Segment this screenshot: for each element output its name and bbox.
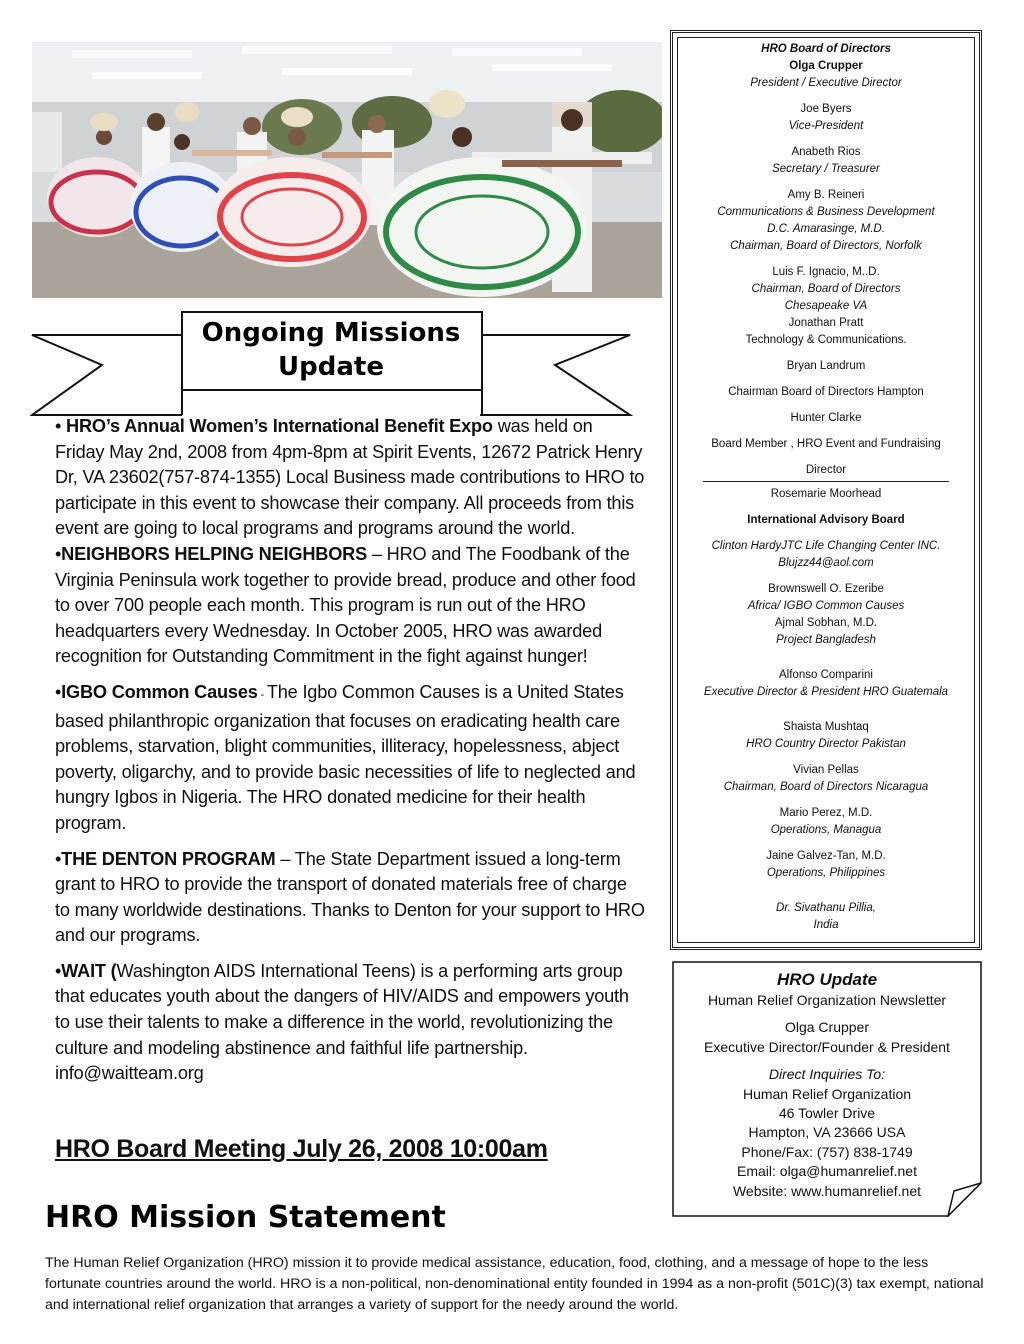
- advisory-board-heading: International Advisory Board: [747, 514, 905, 526]
- advisor-name: Brownswell O. Ezeribe: [768, 583, 884, 595]
- advisor-role: Operations, Philippines: [766, 867, 886, 879]
- update-street: 46 Towler Drive: [778, 1105, 876, 1122]
- board-member-role: Communications & Business Development: [717, 206, 935, 218]
- update-contact-role: Executive Director/Founder & President: [704, 1038, 950, 1055]
- board-member-role: Chesapeake VA: [784, 300, 868, 312]
- board-member-role: Vice-President: [788, 120, 864, 132]
- mission-item-expo-title: HRO’s Annual Women’s International Benefit Expo: [66, 416, 493, 436]
- board-member-name: Luis F. Ignacio, M..D.: [772, 266, 880, 278]
- board-meeting-notice: HRO Board Meeting July 26, 2008 10:00am: [55, 1135, 548, 1163]
- board-member-role: Secretary / Treasurer: [772, 163, 880, 175]
- board-member-role: President / Executive Director: [750, 77, 902, 89]
- mission-item-expo: • HRO’s Annual Women’s International Benefit Expo was held on Friday May 2nd, 2008 from 4pm-8pm at Spirit Events, 12672 Patrick Henry Dr, VA 23602(757-874-1355) Local Business made contributions to HRO to participate in this event to showcase their company. All proceeds from this event are going to local programs and programs around the world. •NEIGHBORS HELPING NEIGHBORS – HRO and The Foodbank of the Virginia Peninsula work together to provide bread, produce and other food to over 700 people each month. This program is run out of the HRO headquarters every Wednesday. In October 2005, HRO was awarded recognition for Outstanding Commitment in the fight against hunger!: [55, 416, 645, 667]
- update-email: Email: olga@humanrelief.net: [737, 1163, 917, 1180]
- board-member-name: Rosemarie Moorhead: [770, 488, 882, 500]
- advisor-email: Blujzz44@aol.com: [778, 557, 874, 569]
- update-inquiries-label: Direct Inquiries To:: [768, 1066, 886, 1083]
- board-member-role: Chairman, Board of Directors: [751, 283, 901, 295]
- mission-item-wait-title: WAIT (: [61, 960, 117, 981]
- mission-item-denton-title: THE DENTON PROGRAM: [61, 848, 276, 869]
- board-member-name: Hunter Clarke: [790, 412, 862, 424]
- update-subtitle: Human Relief Organization Newsletter: [707, 992, 947, 1008]
- update-org: Human Relief Organization: [742, 1085, 912, 1102]
- mission-item-igbo-title: IGBO Common Causes: [61, 681, 258, 702]
- advisor-role: Chairman, Board of Directors Nicaragua: [723, 781, 929, 793]
- board-of-directors-box: [670, 30, 982, 950]
- hro-update-box: [672, 961, 982, 1217]
- advisor-role: Operations, Managua: [770, 824, 882, 836]
- advisor-role: HRO Country Director Pakistan: [746, 738, 906, 750]
- board-member-name: Olga Crupper: [789, 60, 863, 72]
- divider: [703, 481, 949, 482]
- board-member-role: Board Member , HRO Event and Fundraising: [711, 438, 941, 450]
- advisor-name: Mario Perez, M.D.: [779, 807, 873, 819]
- advisor-role: India: [813, 919, 839, 931]
- advisor-role: Africa/ IGBO Common Causes: [747, 600, 905, 612]
- board-member-name: Anabeth Rios: [791, 146, 861, 158]
- mission-item-neighbors-title: NEIGHBORS HELPING NEIGHBORS: [61, 543, 368, 564]
- board-member-role: Chairman Board of Directors Hampton: [728, 386, 924, 398]
- mission-statement-title: HRO Mission Statement: [45, 1200, 446, 1235]
- board-heading: HRO Board of Directors: [761, 43, 891, 55]
- banner-title-line1: Ongoing Missions: [201, 318, 461, 348]
- advisor-name: Dr. Sivathanu Pillia,: [776, 902, 876, 914]
- board-member-name: Amy B. Reineri: [787, 189, 865, 201]
- board-member-role: Chairman, Board of Directors, Norfolk: [730, 240, 922, 252]
- advisor-name: Jaine Galvez-Tan, M.D.: [766, 850, 886, 862]
- mission-statement-text: The Human Relief Organization (HRO) mission it to provide medical assistance, education, food, clothing, and a message of hope to the less fortunate countries around the world. HRO is a non-political, non-denominational entity founded in 1994 as a non-profit (501C)(3) tax exempt, national and international relief organization that arranges a variety of support for the needy around the world.: [45, 1255, 984, 1313]
- board-member-role: Technology & Communications.: [745, 334, 907, 346]
- advisor-name: Alfonso Comparini: [779, 669, 873, 681]
- advisor-name: Vivian Pellas: [793, 764, 859, 776]
- dancers-photo: [32, 42, 662, 298]
- banner-title: [183, 312, 479, 390]
- advisor-role: Executive Director & President HRO Guatemala: [703, 686, 949, 698]
- mission-item-denton: •THE DENTON PROGRAM – The State Department issued a long-term grant to HRO to provide the transport of donated materials free of charge to many worldwide destinations. Thanks to Denton for your support to HRO and our programs.: [55, 848, 645, 946]
- missions-list: [55, 414, 645, 1097]
- mission-item-wait: •WAIT (Washington AIDS International Teens) is a performing arts group that educates youth about the dangers of HIV/AIDS and empowers youth to use their talents to make a difference in the world, revolutionizing the culture and modeling abstinence and faithful life partnership. info@waitteam.org: [55, 960, 629, 1084]
- advisor-name: Clinton HardyJTC Life Changing Center INC.: [711, 540, 941, 552]
- update-phone: Phone/Fax: (757) 838-1749: [741, 1143, 913, 1160]
- update-title: HRO Update: [776, 970, 878, 989]
- mission-item-igbo: •IGBO Common Causes - The Igbo Common Causes is a United States based philanthropic organization that focuses on eradicating health care problems, starvation, blight communities, illiteracy, hopelessness, abject poverty, oligarchy, and to provide basic necessities of life to neglected and hungry Igbos in Nigeria. The HRO donated medicine for their health program.: [55, 681, 636, 833]
- board-list: [673, 41, 979, 934]
- advisor-name: Ajmal Sobhan, M.D.: [774, 617, 878, 629]
- banner-title-line2: Update: [278, 352, 384, 382]
- board-member-role: Director: [805, 464, 847, 476]
- update-city: Hampton, VA 23666 USA: [748, 1124, 906, 1141]
- advisor-name: Shaista Mushtaq: [783, 721, 869, 733]
- advisor-role: Project Bangladesh: [776, 634, 876, 646]
- board-member-name: Bryan Landrum: [786, 360, 866, 372]
- update-website: Website: www.humanrelief.net: [732, 1182, 922, 1199]
- board-member-name: D.C. Amarasinge, M.D.: [767, 223, 885, 235]
- update-contact-name: Olga Crupper: [784, 1019, 870, 1036]
- board-member-name: Jonathan Pratt: [788, 317, 864, 329]
- board-member-name: Joe Byers: [800, 103, 852, 115]
